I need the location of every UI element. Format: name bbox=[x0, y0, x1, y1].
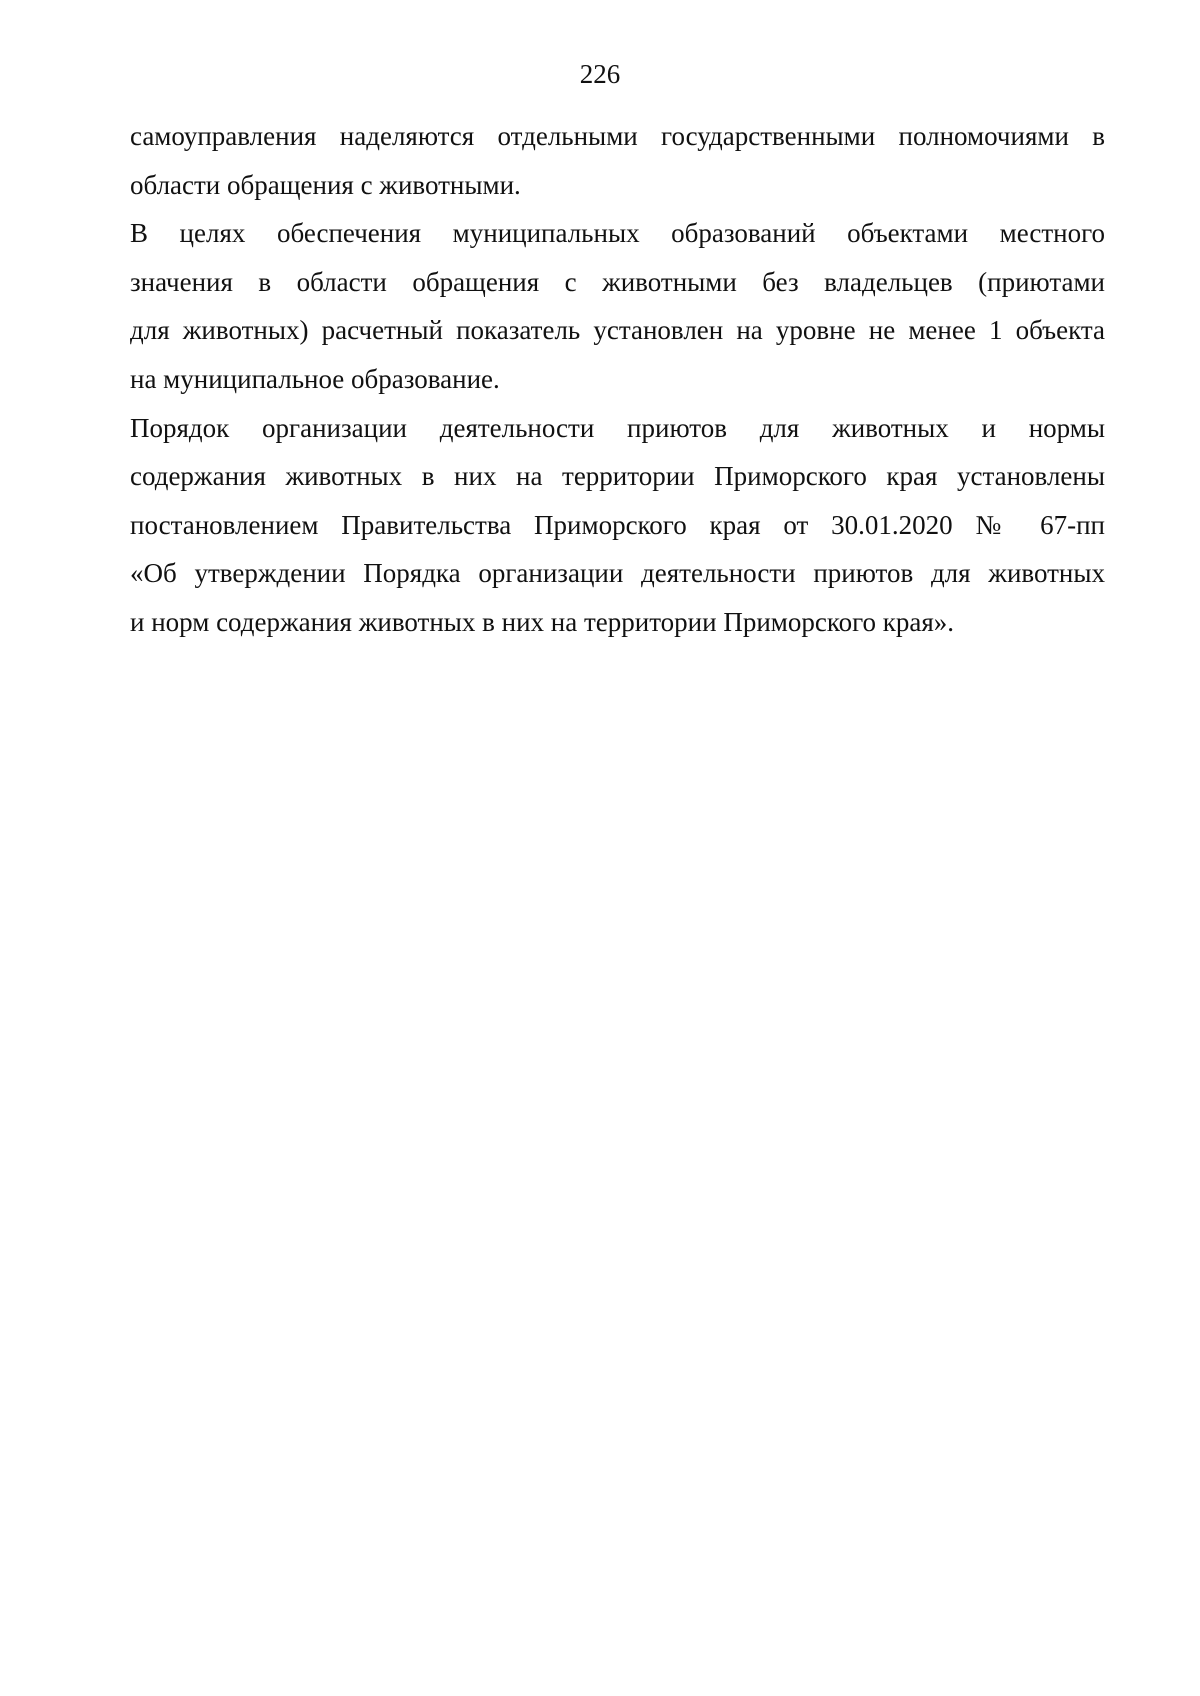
text-line: значения в области обращения с животными без владельцев (приютами bbox=[130, 266, 1105, 297]
text-line: и норм содержания животных в них на территории Приморского края». bbox=[130, 606, 955, 637]
text-line: В целях обеспечения муниципальных образований объектами местного bbox=[130, 218, 1105, 249]
text-line: постановлением Правительства Приморского края от 30.01.2020 № 67-пп bbox=[130, 509, 1105, 540]
text-line: области обращения с животными. bbox=[130, 169, 521, 200]
page-number: 226 bbox=[579, 59, 621, 89]
text-line: «Об утверждении Порядка организации деятельности приютов для животных bbox=[130, 558, 1105, 589]
text-line: на муниципальное образование. bbox=[130, 363, 500, 394]
text-line: содержания животных в них на территории Приморского края установлены bbox=[130, 461, 1105, 492]
text-line: Порядок организации деятельности приютов для животных и нормы bbox=[130, 412, 1105, 443]
text-line: для животных) расчетный показатель установлен на уровне не менее 1 объекта bbox=[130, 315, 1105, 346]
body-text bbox=[130, 112, 1105, 647]
text-line: самоуправления наделяются отдельными государственными полномочиями в bbox=[130, 121, 1105, 151]
